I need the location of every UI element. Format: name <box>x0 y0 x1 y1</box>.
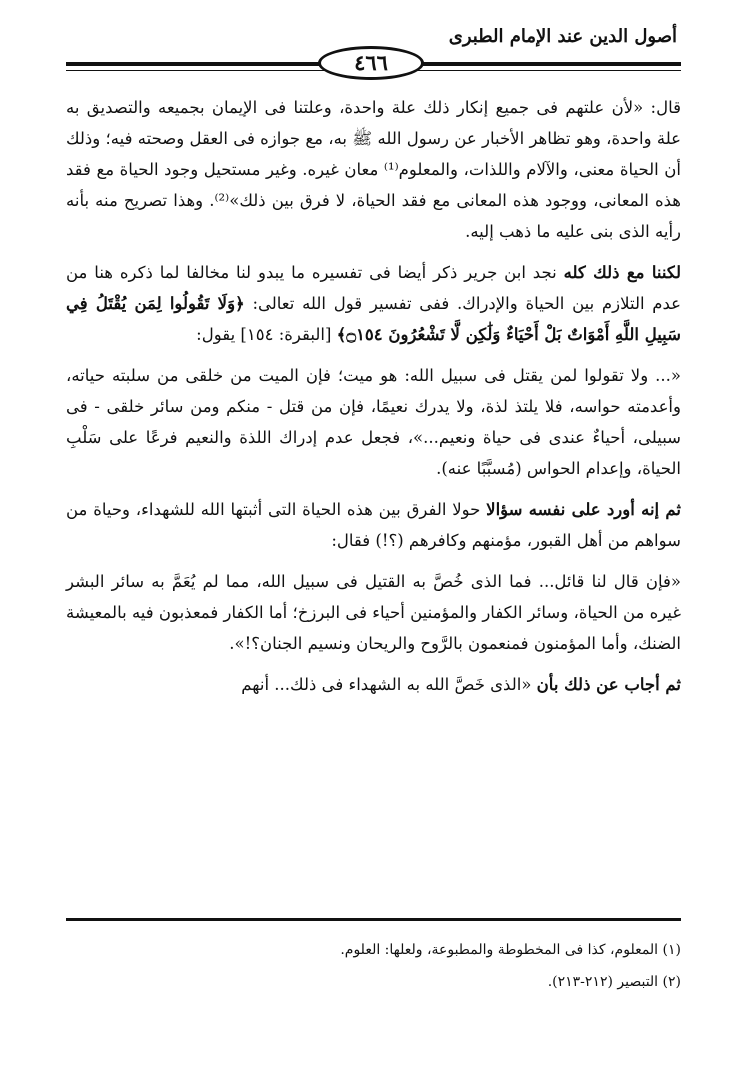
footnotes <box>66 934 681 998</box>
footnote-2: (٢) التبصير (٢١٢-٢١٣). <box>547 974 681 990</box>
footnote-separator <box>66 918 681 921</box>
paragraph-5 <box>66 566 681 659</box>
paragraph-4-text: حولا الفرق بين هذه الحياة التى أثبتها الله للشهداء، وحياة من سواهم من أهل القبور، مؤمنهم وكافرهم (؟!) فقال: <box>66 500 681 550</box>
verse-reference: [البقرة: ١٥٤] يقول: <box>196 325 337 344</box>
paragraph-2-lead: لكننا مع ذلك كله <box>563 263 681 282</box>
paragraph-2 <box>66 257 681 350</box>
paragraph-3 <box>66 360 681 484</box>
paragraph-1-text: قال: «لأن علتهم فى جميع إنكار ذلك علة واحدة، وعلتنا فى الإيمان بجميعه والتصديق به علة واحدة، وهو تظاهر الأخبار عن رسول الله ﷺ به، مع جوازه فى العقل وصحته فيه؛ وذلك أن الحياة معنى، والآلام واللذات، والمعلوم⁽¹⁾ معان غيره. وغير مستحيل وجود الحياة مع فقد هذه المعانى، ووجود هذه المعانى مع فقد الحياة، لا فرق بين ذلك»⁽²⁾. وهذا تصريح منه بأنه رأيه الذى بنى عليه ما ذهب إليه. <box>66 98 681 241</box>
paragraph-5-text: «فإن قال لنا قائل... فما الذى خُصَّ به القتيل فى سبيل الله، مما لم يُعَمَّ به سائر البشر غيره من الحياة، وسائر الكفار والمؤمنين أحياء فى البرزخ؛ أما الكفار فمعذبون فيه بالمعيشة الضنك، وأما المؤمنون فمنعمون بالرَّوح والريحان ونسيم الجنان؟!». <box>66 572 681 653</box>
running-header-title: أصول الدين عند الإمام الطبرى <box>448 26 677 47</box>
page-number-badge: ٤٦٦ <box>318 46 424 80</box>
paragraph-2-text: نجد ابن جرير ذكر أيضا فى تفسيره ما يبدو لنا مخالفا لما ذكره هنا من عدم التلازم بين الحياة والإدراك. ففى تفسير قول الله تعالى: <box>66 263 681 313</box>
footnote-1: (١) المعلوم، كذا فى المخطوطة والمطبوعة، ولعلها: العلوم. <box>340 942 681 958</box>
paragraph-1 <box>66 92 681 247</box>
body-text <box>66 92 681 700</box>
quran-verse: ﴿وَلَا تَقُولُوا لِمَن يُقْتَلُ فِي سَبِيلِ اللَّهِ أَمْوَاتٌ بَلْ أَحْيَاءٌ وَلَٰكِن لَّا تَشْعُرُونَ ۝١٥٤﴾ <box>66 294 681 344</box>
paragraph-6-text: «الذى خَصَّ الله به الشهداء فى ذلك... أنهم <box>241 675 537 694</box>
paragraph-3-text: «... ولا تقولوا لمن يقتل فى سبيل الله: هو ميت؛ فإن الميت من خلقى من سلبته حياته، وأعدمته حواسه، فلا يلتذ لذة، ولا يدرك نعيمًا، فإن من قتل - منكم ومن سائر خلقى - فى سبيلى، أحياءٌ عندى فى حياة ونعيم...»، فجعل عدم إدراك اللذة والنعيم فرعًا على سَلْبِ الحياة، وإعدام الحواس (مُسبَّبًا عنه). <box>66 366 681 478</box>
paragraph-6 <box>66 669 681 700</box>
paragraph-4 <box>66 494 681 556</box>
paragraph-4-lead: ثم إنه أورد على نفسه سؤالا <box>486 500 681 519</box>
paragraph-6-lead: ثم أجاب عن ذلك بأن <box>536 675 681 694</box>
